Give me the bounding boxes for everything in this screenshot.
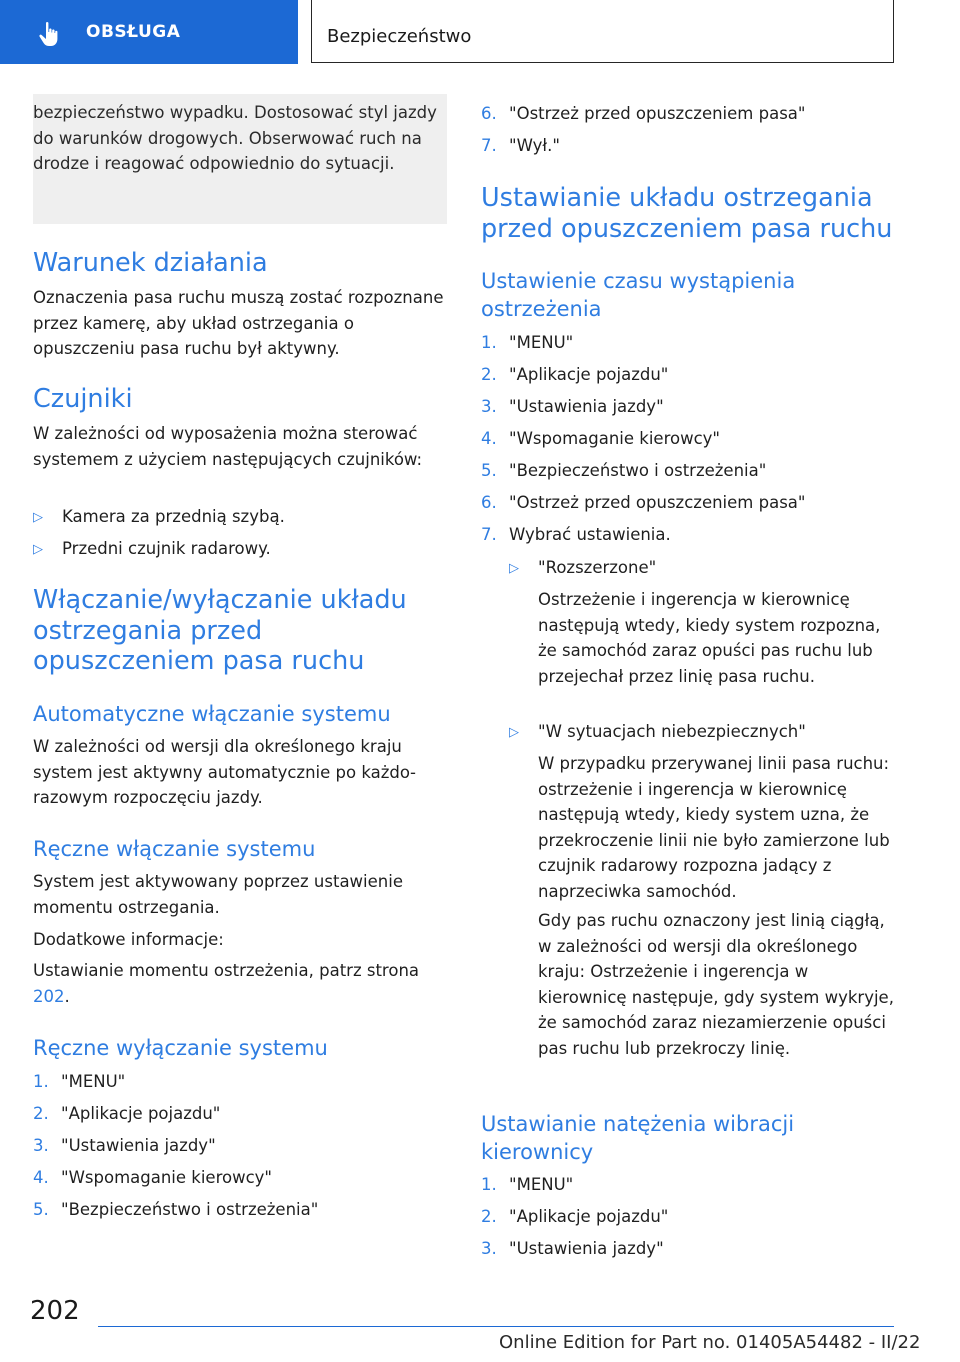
warning-box — [33, 94, 447, 224]
step-number: 4. — [33, 1168, 49, 1187]
step-number: 2. — [481, 1207, 497, 1226]
option-extended-desc: Ostrzeżenie i ingerencja w kierownicę następują wtedy, kiedy system rozpozna, że samochód zaraz opuści pas ruchu lub przejechał przez linię pasa ruchu. — [538, 590, 881, 686]
page-link[interactable]: 202 — [33, 986, 65, 1006]
chapter-tab-label: OBSŁUGA — [86, 22, 181, 42]
sensor-item: Kamera za przednią szybą. — [62, 507, 285, 526]
step-number: 5. — [33, 1200, 49, 1219]
hand-pointer-icon — [36, 20, 64, 48]
list-item — [481, 362, 900, 388]
heading-condition: Warunek działania — [33, 248, 268, 278]
step-text: "Wspomaganie kierowcy" — [61, 1168, 273, 1187]
list-item — [33, 536, 447, 563]
step-number: 7. — [481, 525, 497, 544]
list-item — [481, 522, 900, 548]
paragraph-sensors: W zależności od wyposażenia można sterować systemem z użyciem następujących czujników: — [33, 424, 423, 469]
list-item — [509, 719, 900, 746]
option-danger-desc-1: W przypadku przerywanej linii pasa ruchu: ostrzeżenie i ingerencja w kierownicę następują wtedy, kiedy system uzna, że przekroczenie linii nie było zamierzone lub czujnik radarowy rozpozna jadący z naprzeciwka samochód. — [538, 754, 890, 901]
list-item — [509, 555, 900, 582]
list-item — [33, 1197, 447, 1223]
step-number: 1. — [481, 333, 497, 352]
step-text: "Bezpieczeństwo i ostrzeżenia" — [61, 1200, 319, 1219]
step-number: 2. — [33, 1104, 49, 1123]
step-text: "Wspomaganie kierowcy" — [509, 429, 721, 448]
warning-text: bezpieczeństwo wypadku. Dostosować styl jazdy do warunków drogowych. Obserwować ruch na drodze i reagować odpowiednio do sytuacji. — [33, 103, 437, 174]
triangle-bullet-icon: ▷ — [509, 725, 519, 740]
step-text: "Aplikacje pojazdu" — [509, 365, 669, 384]
step-text: "MENU" — [509, 1175, 574, 1194]
step-text: "Ustawienia jazdy" — [509, 1239, 664, 1258]
section-title: Bezpieczeństwo — [327, 26, 472, 47]
step-text: "Ustawienia jazdy" — [509, 397, 664, 416]
option-extended: "Rozszerzone" — [538, 558, 657, 577]
list-item — [33, 1133, 447, 1159]
heading-manual-off: Ręczne wyłączanie systemu — [33, 1036, 328, 1060]
step-number: 1. — [33, 1072, 49, 1091]
footer-edition: Online Edition for Part no. 01405A54482 - II/22 — [499, 1332, 921, 1353]
paragraph-auto: W zależności od wersji dla określonego kraju system jest aktywny automatycznie po każdorazowym rozpoczęciu jazdy. — [33, 737, 416, 808]
triangle-bullet-icon: ▷ — [33, 542, 43, 557]
option-danger-desc-2: Gdy pas ruchu oznaczony jest linią ciągłą, w zależności od wersji dla określonego kraju: Ostrzeżenie i ingerencja w kierownicę następuje, gdy system wykryje, że samochód zaraz niezamierzenie opuści pas ruchu lub przekroczy linię. — [538, 911, 894, 1058]
triangle-bullet-icon: ▷ — [509, 561, 519, 576]
list-item — [33, 504, 447, 531]
step-number: 3. — [33, 1136, 49, 1155]
sensor-item: Przedni czujnik radarowy. — [62, 539, 271, 558]
list-item — [481, 133, 900, 159]
heading-sensors: Czujniki — [33, 384, 133, 414]
paragraph-manual-on: System jest aktywowany poprzez ustawienie momentu ostrzegania. — [33, 872, 403, 917]
paragraph-condition: Oznaczenia pasa ruchu muszą zostać rozpoznane przez kamerę, aby układ ostrzegania o opuszczeniu pasa ruchu był aktywny. — [33, 288, 444, 359]
step-number: 4. — [481, 429, 497, 448]
step-number: 6. — [481, 493, 497, 512]
heading-manual-on: Ręczne włączanie systemu — [33, 837, 316, 861]
reference-end: . — [64, 986, 70, 1006]
option-danger: "W sytuacjach niebezpiecznych" — [538, 722, 806, 741]
step-text: "Wył." — [509, 136, 560, 155]
footer-rule — [98, 1326, 894, 1327]
heading-timing: Ustawienie czasu wystąpienia ostrzeżenia — [481, 269, 796, 321]
step-number: 2. — [481, 365, 497, 384]
heading-on-off: Włączanie/wyłączanie układu ostrzegania przed opuszczeniem pasa ruchu — [33, 585, 407, 677]
list-item — [481, 1172, 900, 1198]
chapter-tab[interactable] — [0, 0, 298, 64]
list-item — [481, 490, 900, 516]
list-item — [481, 458, 900, 484]
step-text: "MENU" — [509, 333, 574, 352]
heading-auto: Automatyczne włączanie systemu — [33, 702, 391, 726]
list-item — [481, 394, 900, 420]
heading-setup: Ustawianie układu ostrzegania przed opuszczeniem pasa ruchu — [481, 183, 893, 244]
page-number: 202 — [30, 1296, 80, 1326]
step-number: 7. — [481, 136, 497, 155]
heading-vibration: Ustawianie natężenia wibracji kierownicy — [481, 1112, 795, 1164]
step-number: 1. — [481, 1175, 497, 1194]
step-number: 3. — [481, 397, 497, 416]
paragraph-reference — [33, 958, 447, 1009]
step-text: "Aplikacje pojazdu" — [61, 1104, 221, 1123]
list-item — [481, 1236, 900, 1262]
step-number: 3. — [481, 1239, 497, 1258]
step-text: "MENU" — [61, 1072, 126, 1091]
step-number: 5. — [481, 461, 497, 480]
list-item — [33, 1069, 447, 1095]
step-text: "Bezpieczeństwo i ostrzeżenia" — [509, 461, 767, 480]
triangle-bullet-icon: ▷ — [33, 510, 43, 525]
reference-text: Ustawianie momentu ostrzeżenia, patrz strona — [33, 961, 420, 980]
list-item — [33, 1165, 447, 1191]
list-item — [481, 330, 900, 356]
list-item — [481, 1204, 900, 1230]
list-item — [33, 1101, 447, 1127]
step-text: "Ostrzeż przed opuszczeniem pasa" — [509, 104, 806, 123]
step-text: "Aplikacje pojazdu" — [509, 1207, 669, 1226]
list-item — [481, 101, 900, 127]
step-text: "Ostrzeż przed opuszczeniem pasa" — [509, 493, 806, 512]
step-number: 6. — [481, 104, 497, 123]
step-text: Wybrać ustawienia. — [509, 525, 671, 544]
paragraph-additional: Dodatkowe informacje: — [33, 930, 224, 949]
step-text: "Ustawienia jazdy" — [61, 1136, 216, 1155]
list-item — [481, 426, 900, 452]
